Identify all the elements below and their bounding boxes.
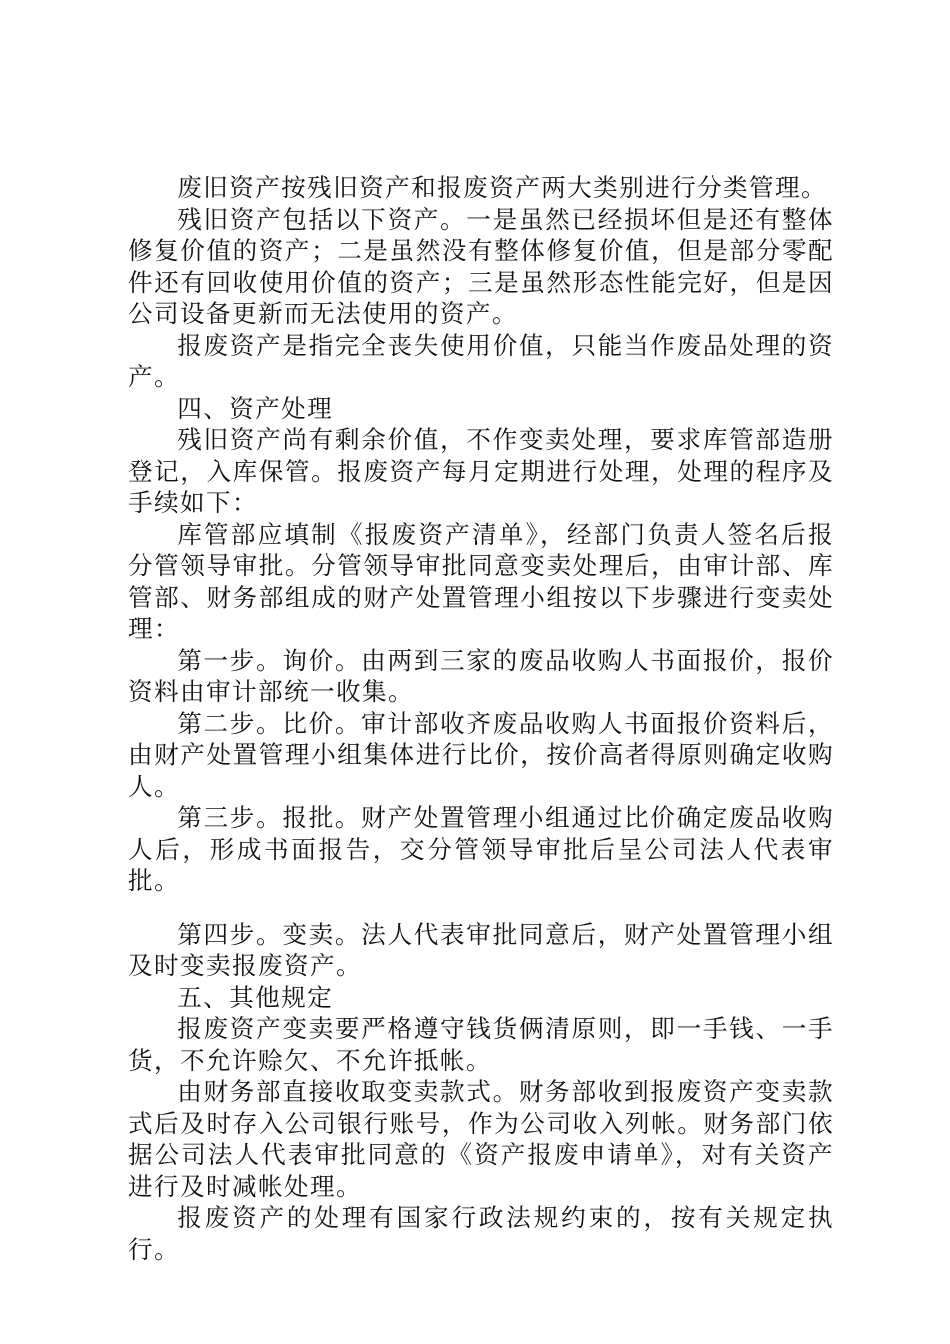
section-heading-other-rules: 五、其他规定 — [177, 982, 334, 1012]
paragraph-classification: 废旧资产按残旧资产和报废资产两大类别进行分类管理。 — [177, 173, 828, 202]
paragraph-regulations: 报废资产的处理有国家行政法规约束的，按有关规定执行。 — [128, 1203, 834, 1264]
paragraph-step-three: 第三步。报批。财产处置管理小组通过比价确定废品收购人后，形成书面报告，交分管领导审批后呈公司法人代表审批。 — [128, 803, 834, 895]
paragraph-finance-collection: 由财务部直接收取变卖款式。财务部收到报废资产变卖款式后及时存入公司银行账号，作为公司收入列帐。财务部门依据公司法人代表审批同意的《资产报废申请单》，对有关资产进行及时减帐处理。 — [128, 1077, 834, 1201]
document-body — [128, 172, 834, 1265]
paragraph-step-two: 第二步。比价。审计部收齐废品收购人书面报价资料后，由财产处置管理小组集体进行比价，按价高者得原则确定收购人。 — [128, 708, 834, 801]
paragraph-approval-process: 库管部应填制《报废资产清单》，经部门负责人签名后报分管领导审批。分管领导审批同意变卖处理后，由审计部、库管部、财务部组成的财产处置管理小组按以下步骤进行变卖处理： — [128, 519, 834, 643]
paragraph-disposal-intro: 残旧资产尚有剩余价值，不作变卖处理，要求库管部造册登记，入库保管。报废资产每月定期进行处理，处理的程序及手续如下： — [128, 425, 834, 517]
paragraph-residual-assets: 残旧资产包括以下资产。一是虽然已经损坏但是还有整体修复价值的资产；二是虽然没有整体修复价值，但是部分零配件还有回收使用价值的资产；三是虽然形态性能完好，但是因公司设备更新而无法使用的资产。 — [128, 204, 834, 328]
paragraph-scrapped-assets: 报废资产是指完全丧失使用价值，只能当作废品处理的资产。 — [128, 330, 834, 391]
paragraph-spacer — [128, 897, 834, 919]
section-heading-asset-disposal: 四、资产处理 — [177, 393, 334, 423]
paragraph-step-one: 第一步。询价。由两到三家的废品收购人书面报价，报价资料由审计部统一收集。 — [128, 645, 834, 706]
paragraph-cash-rule: 报废资产变卖要严格遵守钱货俩清原则，即一手钱、一手货，不允许赊欠、不允许抵帐。 — [128, 1014, 834, 1075]
paragraph-step-four: 第四步。变卖。法人代表审批同意后，财产处置管理小组及时变卖报废资产。 — [128, 919, 834, 980]
